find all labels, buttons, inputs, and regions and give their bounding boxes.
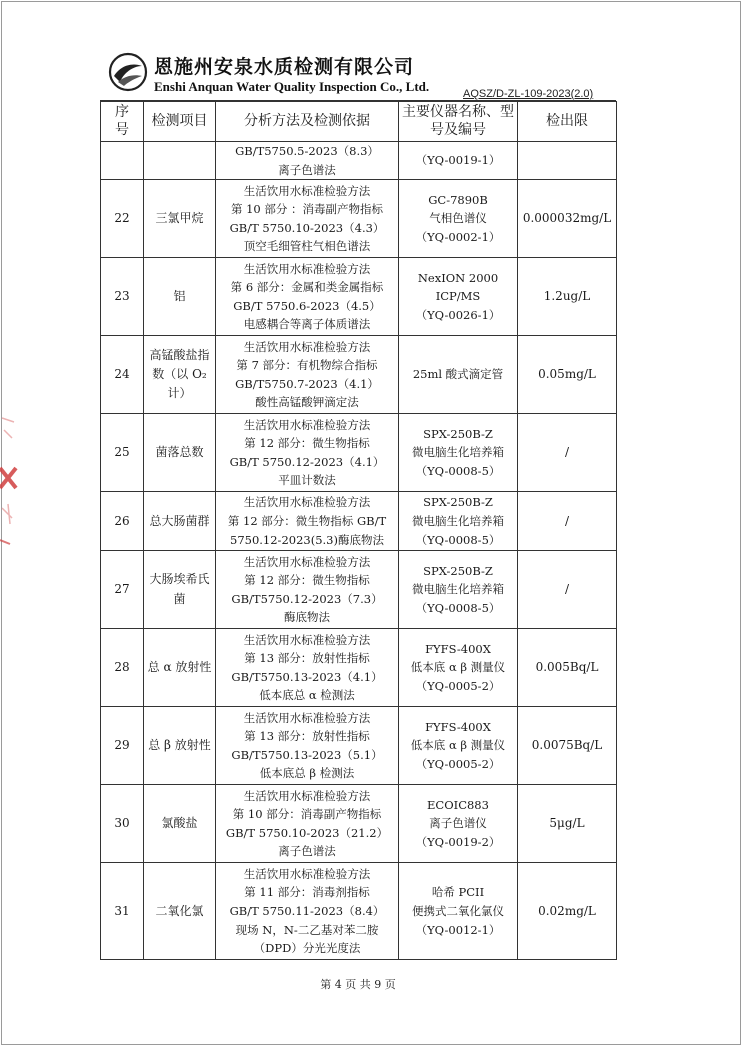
row-test-item: 高锰酸盐指数（以 O₂ 计） [144, 336, 216, 414]
instrument-line: GC-7890B [428, 192, 488, 207]
instrument-line: （YQ-0002-1） [415, 230, 501, 245]
row-method [216, 551, 399, 629]
page-number: 第 4 页 共 9 页 [320, 978, 396, 991]
row-test-item: 总 β 放射性 [144, 707, 216, 785]
instrument-line: NexION 2000 [417, 270, 499, 285]
method-line: GB/T 5750.12-2023（4.1） [229, 454, 385, 469]
header-serial-no: 序号 [101, 102, 144, 142]
method-line: 酸性高锰酸钾滴定法 [255, 395, 359, 410]
method-line: GB/T 5750.6-2023（4.5） [233, 298, 381, 313]
row-serial-no [101, 142, 144, 180]
method-line: GB/T5750.12-2023（7.3） [231, 591, 383, 606]
table-row [101, 551, 617, 629]
method-line: 离子色谱法 [278, 844, 336, 859]
instrument-line: 哈希 PCII [431, 885, 485, 900]
row-test-item: 菌落总数 [144, 414, 216, 492]
row-test-item: 总 α 放射性 [144, 629, 216, 707]
method-line: GB/T5750.7-2023（4.1） [235, 376, 379, 391]
header-test-item: 检测项目 [144, 102, 216, 142]
method-line: GB/T5750.13-2023（4.1） [231, 669, 383, 684]
header-instrument: 主要仪器名称、型号及编号 [399, 102, 518, 142]
method-line: 电感耦合等离子体质谱法 [243, 317, 371, 332]
method-line: 生活饮用水标准检验方法 [243, 788, 371, 803]
row-instrument [399, 707, 518, 785]
method-line: （DPD）分光光度法 [253, 941, 361, 956]
row-method [216, 258, 399, 336]
method-line: GB/T5750.5-2023（8.3） [235, 144, 379, 158]
method-line: 生活饮用水标准检验方法 [243, 339, 371, 354]
header-detection-limit: 检出限 [518, 102, 617, 142]
method-line: 第 10 部分：消毒副产物指标 [232, 807, 382, 822]
method-line: 生活饮用水标准检验方法 [243, 710, 371, 725]
method-line: 第 12 部分：微生物指标 [244, 573, 370, 588]
instrument-line: （YQ-0019-1） [415, 153, 501, 168]
row-detection-limit: 5μg/L [518, 785, 617, 863]
instrument-line: FYFS-400X [425, 719, 491, 734]
method-line: 第 13 部分：放射性指标 [244, 729, 370, 744]
row-serial-no: 23 [101, 258, 144, 336]
method-line: GB/T5750.13-2023（5.1） [231, 747, 383, 762]
instrument-line: 微电脑生化培养箱 [412, 513, 504, 528]
row-test-item: 氯酸盐 [144, 785, 216, 863]
row-instrument [399, 863, 518, 960]
instrument-line: 低本底 α β 测量仪 [410, 738, 506, 753]
company-name-en: Enshi Anquan Water Quality Inspection Co., Ltd. [154, 79, 430, 94]
row-test-item: 铝 [144, 258, 216, 336]
row-method [216, 414, 399, 492]
instrument-line: 离子色谱仪 [429, 816, 487, 831]
instrument-line: ICP/MS [435, 289, 481, 304]
instrument-line: （YQ-0012-1） [415, 922, 501, 937]
table-row [101, 336, 617, 414]
instrument-line: 便携式二氧化氯仪 [412, 903, 504, 918]
method-line: GB/T 5750.11-2023（8.4） [229, 903, 385, 918]
row-serial-no: 27 [101, 551, 144, 629]
instrument-line: （YQ-0026-1） [415, 308, 501, 323]
instrument-line: （YQ-0008-5） [415, 464, 501, 479]
company-name-cn: 恩施州安泉水质检测有限公司 [154, 56, 415, 78]
row-detection-limit: 0.005Bq/L [518, 629, 617, 707]
row-detection-limit: 1.2ug/L [518, 258, 617, 336]
inspection-methods-table [100, 101, 617, 960]
method-line: 生活饮用水标准检验方法 [243, 183, 371, 198]
method-line: 生活饮用水标准检验方法 [243, 632, 371, 647]
instrument-line: 微电脑生化培养箱 [412, 445, 504, 460]
row-method [216, 629, 399, 707]
instrument-line: SPX-250B-Z [423, 563, 493, 578]
table-row [101, 863, 617, 960]
method-line: 第 7 部分：有机物综合指标 [236, 358, 378, 373]
row-serial-no: 25 [101, 414, 144, 492]
table-header-row [101, 102, 617, 142]
row-instrument [399, 258, 518, 336]
table-row [101, 629, 617, 707]
method-line: 平皿计数法 [278, 473, 336, 488]
method-line: 低本底总 β 检测法 [259, 766, 355, 781]
row-test-item: 大肠埃希氏菌 [144, 551, 216, 629]
method-line: GB/T 5750.10-2023（21.2） [225, 825, 389, 840]
instrument-line: FYFS-400X [425, 641, 491, 656]
instrument-line: （YQ-0008-5） [415, 601, 501, 616]
method-line: 第 6 部分：金属和类金属指标 [230, 280, 384, 295]
row-serial-no: 28 [101, 629, 144, 707]
row-detection-limit [518, 142, 617, 180]
instrument-line: 25ml 酸式滴定管 [412, 367, 504, 382]
header-method: 分析方法及检测依据 [216, 102, 399, 142]
method-line: GB/T 5750.10-2023（4.3） [229, 220, 385, 235]
method-line: 生活饮用水标准检验方法 [243, 495, 371, 510]
row-method [216, 336, 399, 414]
company-logo-icon [108, 52, 148, 92]
table-row [101, 414, 617, 492]
row-serial-no: 26 [101, 492, 144, 551]
instrument-line: （YQ-0008-5） [415, 532, 501, 547]
instrument-line: ECOIC883 [427, 797, 489, 812]
row-test-item [144, 142, 216, 180]
table-row [101, 492, 617, 551]
method-line: 第 12 部分：微生物指标 GB/T [227, 513, 387, 528]
table-row [101, 258, 617, 336]
method-line: 顶空毛细管柱气相色谱法 [243, 239, 371, 254]
row-detection-limit: 0.05mg/L [518, 336, 617, 414]
row-method [216, 492, 399, 551]
row-method [216, 180, 399, 258]
row-serial-no: 29 [101, 707, 144, 785]
row-method [216, 142, 399, 180]
method-line: 生活饮用水标准检验方法 [243, 554, 371, 569]
row-test-item: 二氧化氯 [144, 863, 216, 960]
table-row [101, 785, 617, 863]
instrument-line: SPX-250B-Z [423, 495, 493, 510]
row-method [216, 863, 399, 960]
row-detection-limit: / [518, 492, 617, 551]
method-line: 第 11 部分：消毒剂指标 [244, 885, 370, 900]
instrument-line: （YQ-0019-2） [415, 835, 501, 850]
instrument-line: （YQ-0005-2） [415, 679, 501, 694]
instrument-line: （YQ-0005-2） [415, 757, 501, 772]
row-instrument [399, 142, 518, 180]
table-row [101, 142, 617, 180]
row-detection-limit: / [518, 551, 617, 629]
row-test-item: 总大肠菌群 [144, 492, 216, 551]
row-test-item: 三氯甲烷 [144, 180, 216, 258]
method-line: 第 10 部分 ：消毒副产物指标 [230, 202, 384, 217]
row-method [216, 785, 399, 863]
method-line: 第 13 部分：放射性指标 [244, 651, 370, 666]
method-line: 5750.12-2023(5.3)酶底物法 [230, 532, 384, 547]
row-detection-limit: 0.02mg/L [518, 863, 617, 960]
method-line: 生活饮用水标准检验方法 [243, 866, 371, 881]
method-line: 现场 N，N-二乙基对苯二胺 [235, 922, 379, 937]
row-detection-limit: 0.0075Bq/L [518, 707, 617, 785]
row-detection-limit: / [518, 414, 617, 492]
row-instrument [399, 785, 518, 863]
row-method [216, 707, 399, 785]
instrument-line: 低本底 α β 测量仪 [410, 660, 506, 675]
seal-stamp-fragment [0, 408, 18, 558]
row-instrument [399, 414, 518, 492]
instrument-line: 气相色谱仪 [429, 211, 487, 226]
document-code: AQSZ/D-ZL-109-2023(2.0) [463, 88, 594, 100]
instrument-line: SPX-250B-Z [423, 426, 493, 441]
method-line: 生活饮用水标准检验方法 [243, 261, 371, 276]
row-instrument [399, 492, 518, 551]
table-row [101, 707, 617, 785]
row-instrument [399, 629, 518, 707]
row-serial-no: 24 [101, 336, 144, 414]
row-instrument [399, 336, 518, 414]
method-line: 低本底总 α 检测法 [259, 688, 355, 703]
table-row [101, 180, 617, 258]
method-line: 第 12 部分：微生物指标 [244, 436, 370, 451]
method-line: 酶底物法 [284, 610, 330, 625]
instrument-line: 微电脑生化培养箱 [412, 582, 504, 597]
row-serial-no: 31 [101, 863, 144, 960]
method-line: 生活饮用水标准检验方法 [243, 417, 371, 432]
method-line: 离子色谱法 [278, 162, 336, 177]
row-instrument [399, 180, 518, 258]
row-serial-no: 30 [101, 785, 144, 863]
row-instrument [399, 551, 518, 629]
row-detection-limit: 0.000032mg/L [518, 180, 617, 258]
row-serial-no: 22 [101, 180, 144, 258]
